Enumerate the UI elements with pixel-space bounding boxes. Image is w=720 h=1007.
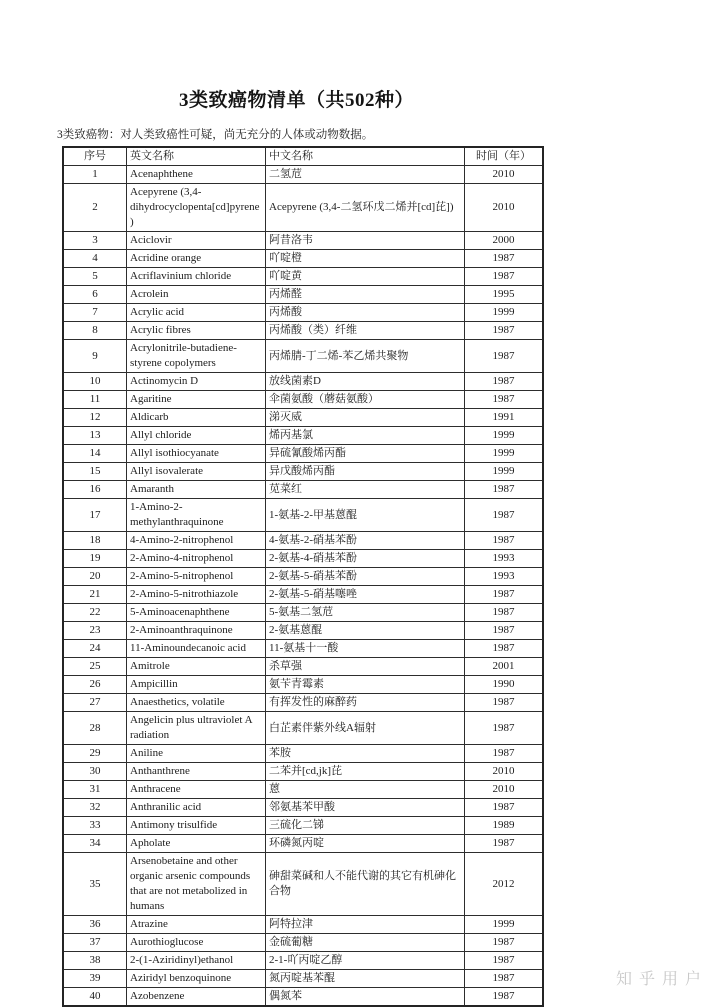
table-row — [63, 568, 543, 586]
table-row — [63, 763, 543, 781]
row-number-cell: 35 — [63, 853, 127, 916]
table-row — [63, 694, 543, 712]
chinese-name-cell: 涕灭威 — [266, 409, 465, 427]
table-row — [63, 799, 543, 817]
row-number-cell: 8 — [63, 322, 127, 340]
english-name-cell: Acrylic fibres — [127, 322, 266, 340]
year-cell: 2010 — [465, 184, 544, 232]
zhihu-user-watermark: 知乎用户 — [615, 971, 708, 988]
row-number-cell: 40 — [63, 988, 127, 1007]
table-row — [63, 658, 543, 676]
row-number-cell: 11 — [63, 391, 127, 409]
chinese-name-cell: 4-氨基-2-硝基苯酚 — [266, 532, 465, 550]
table-row — [63, 817, 543, 835]
header-year: 时间（年） — [465, 147, 544, 166]
row-number-cell: 15 — [63, 463, 127, 481]
table-row — [63, 604, 543, 622]
table-row — [63, 835, 543, 853]
year-cell: 1999 — [465, 304, 544, 322]
row-number-cell: 28 — [63, 712, 127, 745]
year-cell: 2010 — [465, 166, 544, 184]
year-cell: 1987 — [465, 835, 544, 853]
table-row — [63, 445, 543, 463]
year-cell: 2010 — [465, 763, 544, 781]
table-row — [63, 952, 543, 970]
table-row — [63, 499, 543, 532]
chinese-name-cell: 2-氨基蒽醌 — [266, 622, 465, 640]
row-number-cell: 26 — [63, 676, 127, 694]
chinese-name-cell: 阿特拉津 — [266, 916, 465, 934]
english-name-cell: Acrolein — [127, 286, 266, 304]
chinese-name-cell: 异戊酸烯丙酯 — [266, 463, 465, 481]
row-number-cell: 13 — [63, 427, 127, 445]
table-row — [63, 622, 543, 640]
row-number-cell: 2 — [63, 184, 127, 232]
chinese-name-cell: 伞菌氨酸（蘑菇氨酸） — [266, 391, 465, 409]
row-number-cell: 39 — [63, 970, 127, 988]
year-cell: 2001 — [465, 658, 544, 676]
table-row — [63, 853, 543, 916]
row-number-cell: 7 — [63, 304, 127, 322]
row-number-cell: 20 — [63, 568, 127, 586]
year-cell: 1987 — [465, 250, 544, 268]
table-row — [63, 934, 543, 952]
chinese-name-cell: 偶氮苯 — [266, 988, 465, 1007]
row-number-cell: 9 — [63, 340, 127, 373]
year-cell: 2000 — [465, 232, 544, 250]
year-cell: 1987 — [465, 694, 544, 712]
chinese-name-cell: 白芷素伴紫外线A辐射 — [266, 712, 465, 745]
year-cell: 1990 — [465, 676, 544, 694]
row-number-cell: 14 — [63, 445, 127, 463]
year-cell: 1987 — [465, 532, 544, 550]
english-name-cell: Ampicillin — [127, 676, 266, 694]
year-cell: 1987 — [465, 322, 544, 340]
english-name-cell: Allyl chloride — [127, 427, 266, 445]
english-name-cell: 2-Amino-4-nitrophenol — [127, 550, 266, 568]
table-row — [63, 166, 543, 184]
chinese-name-cell: 吖啶橙 — [266, 250, 465, 268]
english-name-cell: Aniline — [127, 745, 266, 763]
header-english-name: 英文名称 — [127, 147, 266, 166]
english-name-cell: Aldicarb — [127, 409, 266, 427]
document-page — [57, 0, 531, 1007]
table-row — [63, 340, 543, 373]
chinese-name-cell: 烯丙基氯 — [266, 427, 465, 445]
english-name-cell: Apholate — [127, 835, 266, 853]
chinese-name-cell: 丙烯酸（类）纤维 — [266, 322, 465, 340]
chinese-name-cell: 砷甜菜碱和人不能代谢的其它有机砷化合物 — [266, 853, 465, 916]
row-number-cell: 30 — [63, 763, 127, 781]
chinese-name-cell: 邻氨基苯甲酸 — [266, 799, 465, 817]
row-number-cell: 21 — [63, 586, 127, 604]
chinese-name-cell: 三硫化二锑 — [266, 817, 465, 835]
table-row — [63, 640, 543, 658]
row-number-cell: 33 — [63, 817, 127, 835]
chinese-name-cell: 5-氨基二氢苊 — [266, 604, 465, 622]
year-cell: 1987 — [465, 604, 544, 622]
row-number-cell: 17 — [63, 499, 127, 532]
category-note: 3类致癌物：对人类致癌性可疑，尚无充分的人体或动物数据。 — [57, 129, 374, 141]
english-name-cell: Allyl isovalerate — [127, 463, 266, 481]
table-row — [63, 916, 543, 934]
english-name-cell: Atrazine — [127, 916, 266, 934]
table-row — [63, 268, 543, 286]
table-row — [63, 232, 543, 250]
year-cell: 1987 — [465, 481, 544, 499]
table-row — [63, 250, 543, 268]
english-name-cell: Allyl isothiocyanate — [127, 445, 266, 463]
english-name-cell: 4-Amino-2-nitrophenol — [127, 532, 266, 550]
chinese-name-cell: 丙烯酸 — [266, 304, 465, 322]
english-name-cell: Anthranilic acid — [127, 799, 266, 817]
chinese-name-cell: 2-氨基-4-硝基苯酚 — [266, 550, 465, 568]
english-name-cell: Amitrole — [127, 658, 266, 676]
chinese-name-cell: 丙烯醛 — [266, 286, 465, 304]
english-name-cell: Acrylic acid — [127, 304, 266, 322]
year-cell: 1987 — [465, 640, 544, 658]
chinese-name-cell: 金硫葡糖 — [266, 934, 465, 952]
chinese-name-cell: 2-1-吖丙啶乙醇 — [266, 952, 465, 970]
chinese-name-cell: 苋菜红 — [266, 481, 465, 499]
year-cell: 1987 — [465, 745, 544, 763]
row-number-cell: 10 — [63, 373, 127, 391]
row-number-cell: 34 — [63, 835, 127, 853]
table-row — [63, 184, 543, 232]
row-number-cell: 29 — [63, 745, 127, 763]
year-cell: 1995 — [465, 286, 544, 304]
year-cell: 1987 — [465, 268, 544, 286]
row-number-cell: 22 — [63, 604, 127, 622]
table-row — [63, 373, 543, 391]
table-row — [63, 463, 543, 481]
table-row — [63, 745, 543, 763]
row-number-cell: 12 — [63, 409, 127, 427]
year-cell: 1999 — [465, 427, 544, 445]
row-number-cell: 37 — [63, 934, 127, 952]
year-cell: 1987 — [465, 712, 544, 745]
year-cell: 1987 — [465, 499, 544, 532]
chinese-name-cell: 异硫氰酸烯丙酯 — [266, 445, 465, 463]
year-cell: 1993 — [465, 550, 544, 568]
header-chinese-name: 中文名称 — [266, 147, 465, 166]
table-row — [63, 781, 543, 799]
row-number-cell: 16 — [63, 481, 127, 499]
row-number-cell: 1 — [63, 166, 127, 184]
chinese-name-cell: 杀草强 — [266, 658, 465, 676]
chinese-name-cell: 吖啶黄 — [266, 268, 465, 286]
english-name-cell: 2-Amino-5-nitrothiazole — [127, 586, 266, 604]
chinese-name-cell: 环磷氮丙啶 — [266, 835, 465, 853]
english-name-cell: Agaritine — [127, 391, 266, 409]
year-cell: 2010 — [465, 781, 544, 799]
chinese-name-cell: 氮丙啶基苯醌 — [266, 970, 465, 988]
table-row — [63, 988, 543, 1007]
table-row — [63, 676, 543, 694]
year-cell: 1987 — [465, 970, 544, 988]
row-number-cell: 36 — [63, 916, 127, 934]
year-cell: 1987 — [465, 622, 544, 640]
chinese-name-cell: 2-氨基-5-硝基噻唑 — [266, 586, 465, 604]
carcinogen-table — [62, 146, 544, 1007]
chinese-name-cell: 苯胺 — [266, 745, 465, 763]
chinese-name-cell: 丙烯腈-丁二烯-苯乙烯共聚物 — [266, 340, 465, 373]
table-row — [63, 304, 543, 322]
year-cell: 1991 — [465, 409, 544, 427]
english-name-cell: 2-(1-Aziridinyl)ethanol — [127, 952, 266, 970]
table-body — [63, 166, 543, 1007]
table-row — [63, 970, 543, 988]
table-row — [63, 427, 543, 445]
chinese-name-cell: 氨苄青霉素 — [266, 676, 465, 694]
row-number-cell: 4 — [63, 250, 127, 268]
year-cell: 1999 — [465, 445, 544, 463]
year-cell: 1987 — [465, 934, 544, 952]
table-row — [63, 286, 543, 304]
english-name-cell: Acepyrene (3,4-dihydrocyclopenta[cd]pyrene) — [127, 184, 266, 232]
english-name-cell: 11-Aminoundecanoic acid — [127, 640, 266, 658]
row-number-cell: 23 — [63, 622, 127, 640]
english-name-cell: Arsenobetaine and other organic arsenic compounds that are not metabolized in humans — [127, 853, 266, 916]
year-cell: 1987 — [465, 586, 544, 604]
table-row — [63, 712, 543, 745]
row-number-cell: 19 — [63, 550, 127, 568]
table-row — [63, 481, 543, 499]
row-number-cell: 32 — [63, 799, 127, 817]
year-cell: 1987 — [465, 799, 544, 817]
chinese-name-cell: 有挥发性的麻醉药 — [266, 694, 465, 712]
table-row — [63, 391, 543, 409]
english-name-cell: Anthracene — [127, 781, 266, 799]
chinese-name-cell: 2-氨基-5-硝基苯酚 — [266, 568, 465, 586]
chinese-name-cell: 放线菌素D — [266, 373, 465, 391]
year-cell: 2012 — [465, 853, 544, 916]
row-number-cell: 25 — [63, 658, 127, 676]
english-name-cell: Azobenzene — [127, 988, 266, 1007]
year-cell: 1999 — [465, 463, 544, 481]
english-name-cell: Acrylonitrile-butadiene-styrene copolymers — [127, 340, 266, 373]
english-name-cell: 2-Amino-5-nitrophenol — [127, 568, 266, 586]
table-row — [63, 550, 543, 568]
chinese-name-cell: Acepyrene (3,4-二氢环戊二烯并[cd]芘]) — [266, 184, 465, 232]
year-cell: 1993 — [465, 568, 544, 586]
english-name-cell: 2-Aminoanthraquinone — [127, 622, 266, 640]
row-number-cell: 18 — [63, 532, 127, 550]
chinese-name-cell: 1-氨基-2-甲基蒽醌 — [266, 499, 465, 532]
chinese-name-cell: 二氢苊 — [266, 166, 465, 184]
english-name-cell: Acenaphthene — [127, 166, 266, 184]
table-row — [63, 586, 543, 604]
table-header-row — [63, 147, 543, 166]
chinese-name-cell: 阿昔洛韦 — [266, 232, 465, 250]
english-name-cell: 1-Amino-2-methylanthraquinone — [127, 499, 266, 532]
english-name-cell: Aurothioglucose — [127, 934, 266, 952]
row-number-cell: 31 — [63, 781, 127, 799]
table-row — [63, 322, 543, 340]
table-header — [63, 147, 543, 166]
english-name-cell: Actinomycin D — [127, 373, 266, 391]
english-name-cell: Acriflavinium chloride — [127, 268, 266, 286]
row-number-cell: 3 — [63, 232, 127, 250]
english-name-cell: Aziridyl benzoquinone — [127, 970, 266, 988]
english-name-cell: Acridine orange — [127, 250, 266, 268]
year-cell: 1987 — [465, 988, 544, 1007]
header-index: 序号 — [63, 147, 127, 166]
row-number-cell: 6 — [63, 286, 127, 304]
year-cell: 1987 — [465, 373, 544, 391]
page-title: 3类致癌物清单（共502种） — [178, 90, 414, 111]
table-row — [63, 532, 543, 550]
year-cell: 1989 — [465, 817, 544, 835]
year-cell: 1987 — [465, 340, 544, 373]
year-cell: 1987 — [465, 952, 544, 970]
english-name-cell: Aciclovir — [127, 232, 266, 250]
row-number-cell: 5 — [63, 268, 127, 286]
year-cell: 1999 — [465, 916, 544, 934]
english-name-cell: Angelicin plus ultraviolet A radiation — [127, 712, 266, 745]
english-name-cell: 5-Aminoacenaphthene — [127, 604, 266, 622]
chinese-name-cell: 二苯并[cd,jk]芘 — [266, 763, 465, 781]
row-number-cell: 38 — [63, 952, 127, 970]
english-name-cell: Anthanthrene — [127, 763, 266, 781]
year-cell: 1987 — [465, 391, 544, 409]
row-number-cell: 24 — [63, 640, 127, 658]
row-number-cell: 27 — [63, 694, 127, 712]
table-row — [63, 409, 543, 427]
chinese-name-cell: 蒽 — [266, 781, 465, 799]
english-name-cell: Amaranth — [127, 481, 266, 499]
chinese-name-cell: 11-氨基十一酸 — [266, 640, 465, 658]
english-name-cell: Antimony trisulfide — [127, 817, 266, 835]
english-name-cell: Anaesthetics, volatile — [127, 694, 266, 712]
